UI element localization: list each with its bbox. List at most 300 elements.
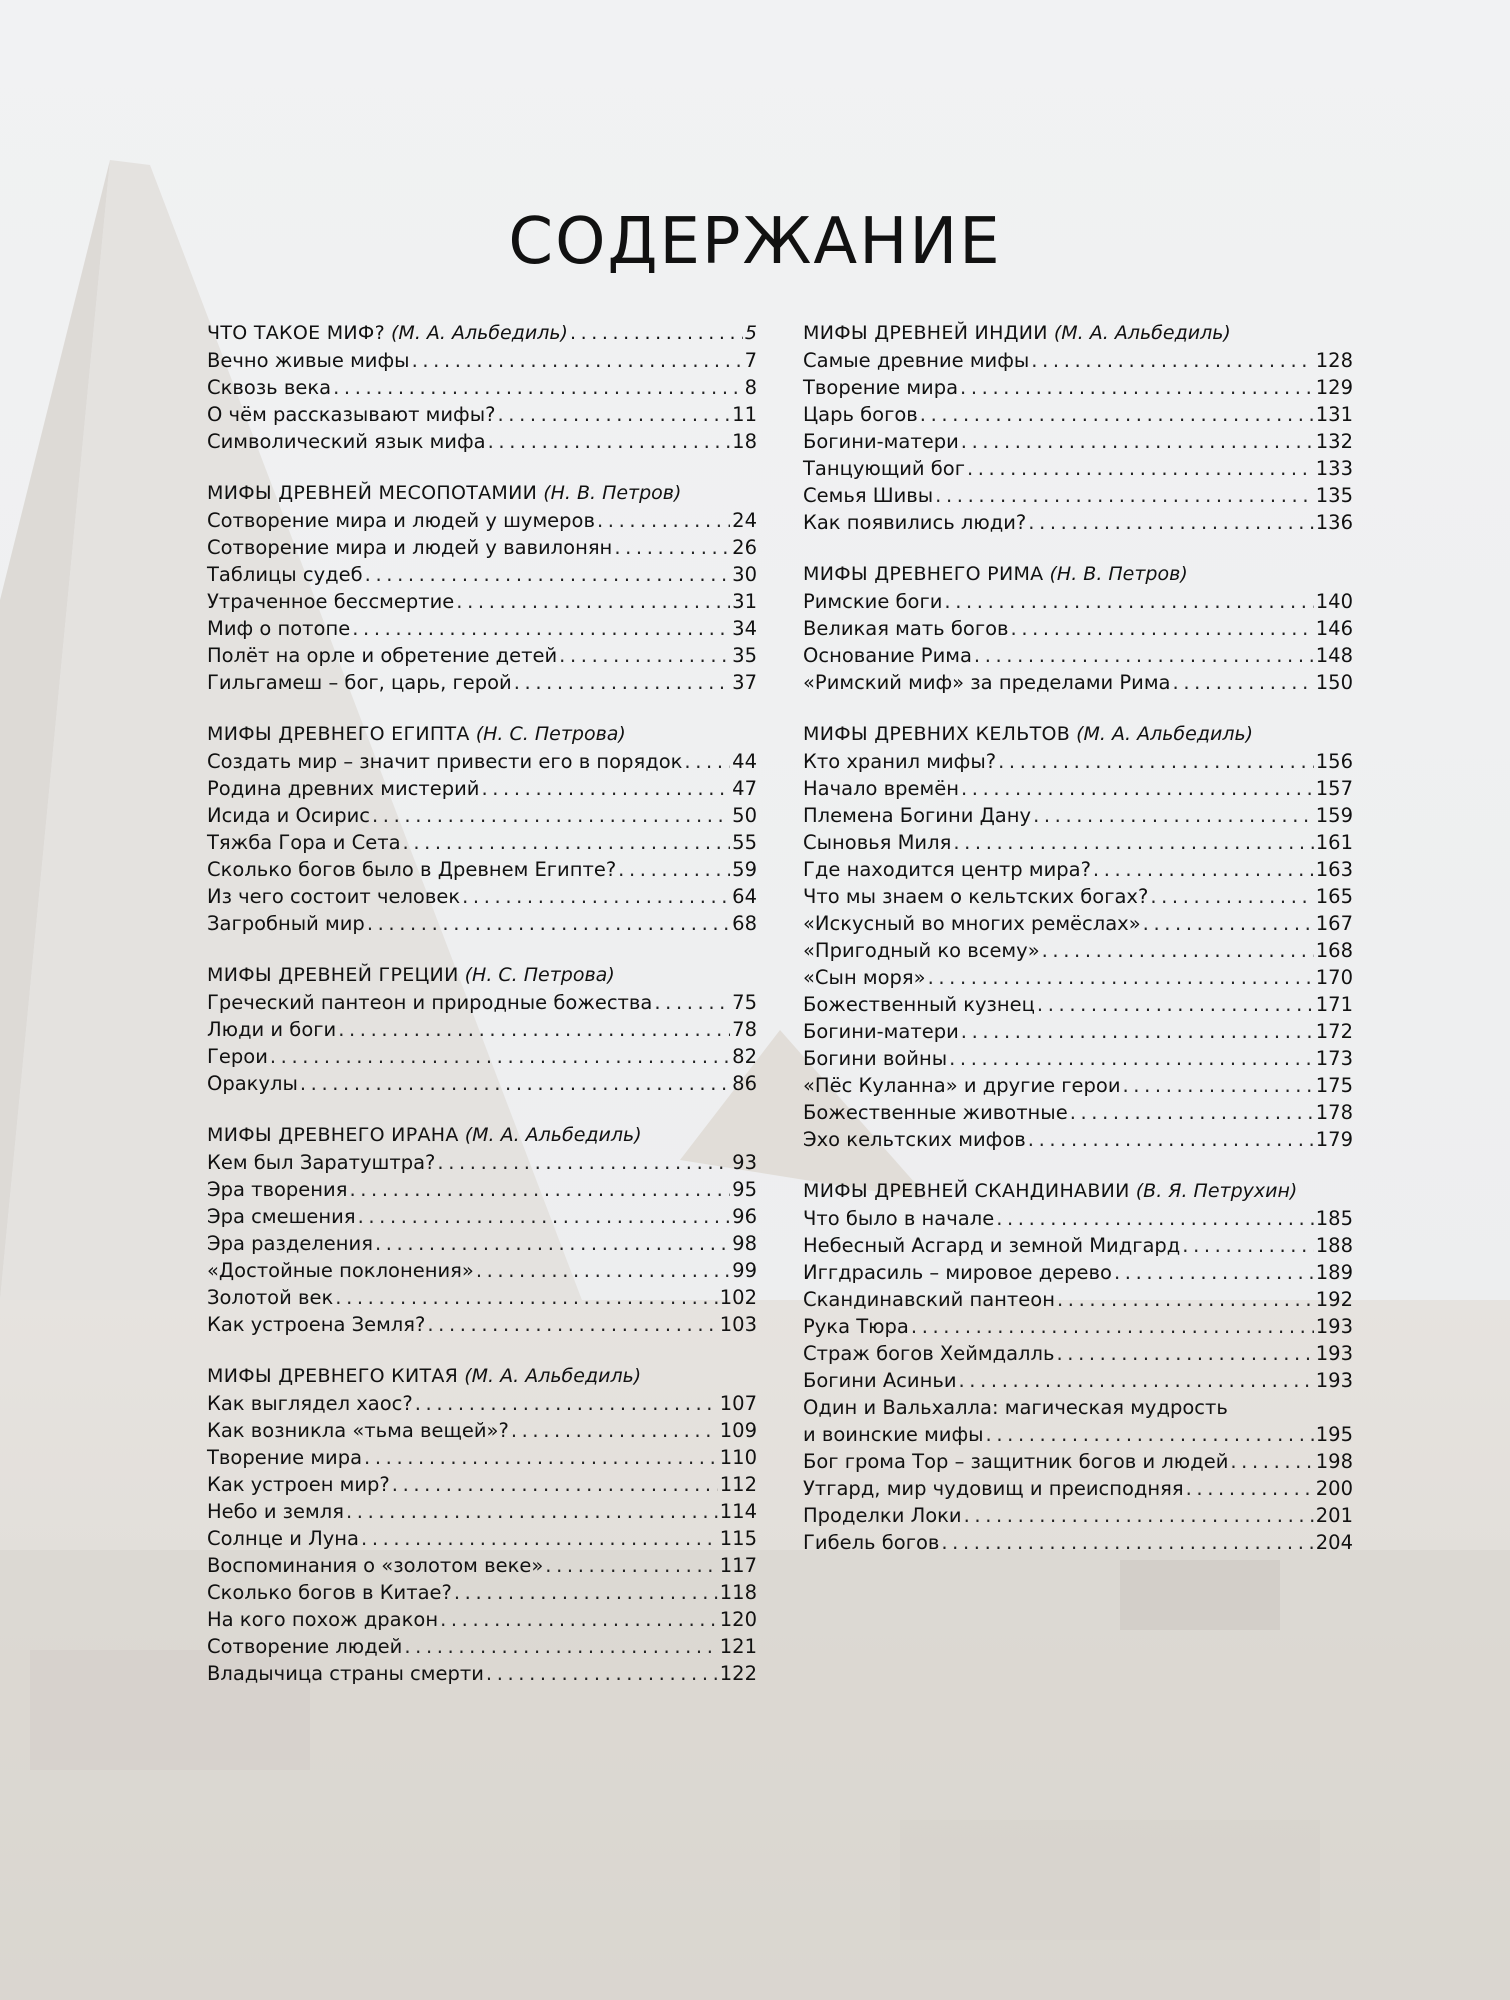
leader-dots <box>1033 802 1314 829</box>
page-number: 107 <box>719 1392 757 1415</box>
leader-dots <box>333 374 742 401</box>
leader-dots <box>559 642 730 669</box>
toc-entry[interactable] <box>207 748 757 775</box>
entry-title: Оракулы <box>207 1072 298 1095</box>
leader-dots <box>996 1205 1314 1232</box>
entry-title: Иггдрасиль – мировое дерево <box>803 1261 1112 1284</box>
page-number: 115 <box>719 1527 757 1550</box>
entry-title: «Римский миф» за пределами Рима <box>803 671 1171 694</box>
toc-entry[interactable] <box>803 374 1353 401</box>
leader-dots <box>1042 937 1314 964</box>
toc-entry[interactable] <box>803 1232 1353 1259</box>
page-number: 179 <box>1315 1128 1353 1151</box>
entry-title: Богини-матери <box>803 1020 959 1043</box>
leader-dots <box>1011 615 1314 642</box>
toc-entry[interactable] <box>207 1284 757 1311</box>
toc-entry[interactable] <box>207 1498 757 1525</box>
page-number: 168 <box>1315 939 1353 962</box>
toc-entry[interactable] <box>803 964 1353 991</box>
leader-dots <box>941 1529 1313 1556</box>
leader-dots <box>949 1045 1314 1072</box>
entry-title: Сотворение мира и людей у шумеров <box>207 509 595 532</box>
page-number: 93 <box>732 1151 757 1174</box>
section-author: (Н. С. Петрова) <box>475 723 626 745</box>
toc-entry[interactable] <box>803 588 1353 615</box>
toc-entry[interactable] <box>207 428 757 455</box>
page-number: 34 <box>732 617 757 640</box>
toc-entry[interactable] <box>207 1417 757 1444</box>
entry-title: Богини Асиньи <box>803 1369 957 1392</box>
section-title: МИФЫ ДРЕВНЕГО ИРАНА <box>207 1124 459 1146</box>
toc-entry[interactable] <box>207 507 757 534</box>
leader-dots <box>920 401 1314 428</box>
leader-dots <box>335 1284 718 1311</box>
leader-dots <box>614 534 730 561</box>
toc-entry[interactable] <box>207 1579 757 1606</box>
toc-entry[interactable] <box>207 1176 757 1203</box>
page-number: 185 <box>1315 1207 1353 1230</box>
entry-title: Гильгамеш – бог, царь, герой <box>207 671 512 694</box>
leader-dots <box>486 1660 718 1687</box>
leader-dots <box>1114 1259 1314 1286</box>
entry-title: Таблицы судеб <box>207 563 363 586</box>
toc-entry[interactable] <box>803 1529 1353 1556</box>
entry-title: Семья Шивы <box>803 484 934 507</box>
leader-dots <box>364 1444 718 1471</box>
leader-dots <box>1070 1099 1314 1126</box>
section-heading[interactable] <box>207 962 757 989</box>
toc-entry[interactable] <box>803 991 1353 1018</box>
page-number: 135 <box>1315 484 1353 507</box>
toc-section <box>207 480 757 696</box>
section-author: (М. А. Альбедиль) <box>464 1365 642 1387</box>
entry-title: «Пригодный ко всему» <box>803 939 1040 962</box>
leader-dots <box>403 829 731 856</box>
entry-title: Гибель богов <box>803 1531 940 1554</box>
toc-entry[interactable] <box>207 1606 757 1633</box>
page-number: 193 <box>1315 1369 1353 1392</box>
toc-entry[interactable] <box>207 1311 757 1338</box>
page-number: 30 <box>732 563 757 586</box>
entry-title: Символический язык мифа <box>207 430 486 453</box>
toc-section <box>207 962 757 1097</box>
section-title: МИФЫ ДРЕВНЕГО ЕГИПТА <box>207 723 470 745</box>
toc-entry[interactable] <box>803 509 1353 536</box>
toc-entry[interactable] <box>803 1045 1353 1072</box>
page-number: 26 <box>732 536 757 559</box>
toc-entry[interactable] <box>803 615 1353 642</box>
toc-entry[interactable] <box>803 347 1353 374</box>
leader-dots <box>964 1502 1314 1529</box>
section-title: МИФЫ ДРЕВНЕЙ ГРЕЦИИ <box>207 964 459 986</box>
page-number: 95 <box>732 1178 757 1201</box>
page-number: 204 <box>1315 1531 1353 1554</box>
toc-entry[interactable] <box>207 374 757 401</box>
entry-title: Племена Богини Дану <box>803 804 1032 827</box>
entry-title: Эра творения <box>207 1178 348 1201</box>
entry-title: Как выглядел хаос? <box>207 1392 413 1415</box>
entry-title: Что мы знаем о кельтских богах? <box>803 885 1149 908</box>
leader-dots <box>454 1579 718 1606</box>
page-number: 171 <box>1315 993 1353 1016</box>
leader-dots <box>1150 883 1313 910</box>
page-number: 86 <box>732 1072 757 1095</box>
page-number: 200 <box>1315 1477 1353 1500</box>
toc-entry[interactable] <box>803 856 1353 883</box>
toc-entry[interactable] <box>803 802 1353 829</box>
entry-title: Как устроена Земля? <box>207 1313 426 1336</box>
leader-dots <box>476 1257 730 1284</box>
page-number: 175 <box>1315 1074 1353 1097</box>
leader-dots <box>392 1471 718 1498</box>
toc-section <box>207 1363 757 1687</box>
toc-entry[interactable] <box>803 1313 1353 1340</box>
page-number: 35 <box>732 644 757 667</box>
section-heading[interactable] <box>803 561 1353 588</box>
entry-title: Люди и боги <box>207 1018 337 1041</box>
page-number: 132 <box>1315 430 1353 453</box>
page-number: 5 <box>744 322 757 344</box>
section-title: ЧТО ТАКОЕ МИФ? <box>207 322 385 344</box>
section-title: МИФЫ ДРЕВНЕЙ ИНДИИ <box>803 322 1048 344</box>
leader-dots <box>1186 1475 1314 1502</box>
toc-entry[interactable] <box>803 1099 1353 1126</box>
entry-title: Солнце и Луна <box>207 1527 360 1550</box>
page-number: 99 <box>732 1259 757 1282</box>
toc-entry[interactable] <box>803 428 1353 455</box>
page-number: 193 <box>1315 1315 1353 1338</box>
leader-dots <box>944 588 1313 615</box>
page-number: 118 <box>719 1581 757 1604</box>
page-number: 131 <box>1315 403 1353 426</box>
toc-entry[interactable] <box>803 1502 1353 1529</box>
leader-dots <box>961 775 1314 802</box>
leader-dots <box>1037 991 1314 1018</box>
entry-title: Исида и Осирис <box>207 804 370 827</box>
toc-entry-line1[interactable]: Один и Вальхалла: магическая мудрость <box>803 1396 1228 1419</box>
section-heading[interactable] <box>207 721 757 748</box>
toc-entry[interactable] <box>207 1525 757 1552</box>
page-number: 7 <box>744 349 757 372</box>
leader-dots <box>497 401 730 428</box>
toc-entry[interactable] <box>803 1018 1353 1045</box>
toc-entry[interactable] <box>207 1070 757 1097</box>
toc-entry[interactable] <box>207 1552 757 1579</box>
leader-dots <box>1028 509 1313 536</box>
toc-section <box>207 1122 757 1338</box>
leader-dots <box>1056 1340 1313 1367</box>
entry-title: Римские боги <box>803 590 943 613</box>
entry-title: Утраченное бессмертие <box>207 590 455 613</box>
page-number: 110 <box>719 1446 757 1469</box>
toc-entry[interactable] <box>803 1448 1353 1475</box>
toc-entry[interactable] <box>803 401 1353 428</box>
toc-entry[interactable] <box>207 1471 757 1498</box>
toc-entry[interactable] <box>803 1340 1353 1367</box>
page-number: 201 <box>1315 1504 1353 1527</box>
section-heading[interactable] <box>207 480 757 507</box>
page-number: 82 <box>732 1045 757 1068</box>
page-number: 189 <box>1315 1261 1353 1284</box>
toc-entry[interactable] <box>803 1205 1353 1232</box>
leader-dots <box>358 1203 731 1230</box>
section-heading[interactable] <box>207 1363 757 1390</box>
entry-title: Родина древних мистерий <box>207 777 480 800</box>
leader-dots <box>456 588 730 615</box>
toc-entry[interactable] <box>207 401 757 428</box>
toc-entry[interactable] <box>207 856 757 883</box>
toc-entry[interactable] <box>803 748 1353 775</box>
page-number: 109 <box>719 1419 757 1442</box>
leader-dots <box>375 1230 730 1257</box>
leader-dots <box>961 428 1314 455</box>
toc-entry[interactable] <box>207 829 757 856</box>
leader-dots <box>415 1390 718 1417</box>
toc-section <box>803 1178 1353 1556</box>
toc-entry[interactable] <box>207 802 757 829</box>
leader-dots <box>974 642 1314 669</box>
section-author: (В. Я. Петрухин) <box>1135 1180 1298 1202</box>
leader-dots <box>346 1498 718 1525</box>
entry-title: Золотой век <box>207 1286 334 1309</box>
entry-title: Полёт на орле и обретение детей <box>207 644 558 667</box>
leader-dots <box>1123 1072 1314 1099</box>
page-number: 136 <box>1315 511 1353 534</box>
page-number: 121 <box>719 1635 757 1658</box>
leader-dots <box>654 989 730 1016</box>
toc-entry[interactable] <box>207 534 757 561</box>
toc-entry[interactable] <box>803 642 1353 669</box>
section-title: МИФЫ ДРЕВНЕГО РИМА <box>803 563 1044 585</box>
page-number: 140 <box>1315 590 1353 613</box>
leader-dots <box>570 320 743 347</box>
entry-title: Владычица страны смерти <box>207 1662 484 1685</box>
toc-entry[interactable] <box>803 1072 1353 1099</box>
toc-entry[interactable] <box>207 1230 757 1257</box>
toc-entry[interactable] <box>207 561 757 588</box>
leader-dots <box>488 428 731 455</box>
entry-title: Вечно живые мифы <box>207 349 410 372</box>
toc-entry[interactable] <box>803 1126 1353 1153</box>
toc-entry[interactable] <box>803 1421 1353 1448</box>
toc-entry[interactable] <box>207 642 757 669</box>
entry-title: «Пёс Куланна» и другие герои <box>803 1074 1121 1097</box>
page-title: СОДЕРЖАНИЕ <box>508 205 1002 279</box>
toc-entry[interactable] <box>803 482 1353 509</box>
toc-entry[interactable] <box>207 1203 757 1230</box>
toc-entry[interactable] <box>207 669 757 696</box>
entry-title: и воинские мифы <box>803 1423 984 1446</box>
page-number: 75 <box>732 991 757 1014</box>
leader-dots <box>618 856 730 883</box>
page-number: 192 <box>1315 1288 1353 1311</box>
entry-title: Сотворение людей <box>207 1635 403 1658</box>
page-number: 193 <box>1315 1342 1353 1365</box>
toc-entry[interactable] <box>207 1633 757 1660</box>
entry-title: Творение мира <box>803 376 959 399</box>
leader-dots <box>511 1417 718 1444</box>
page-number: 159 <box>1315 804 1353 827</box>
toc-entry[interactable] <box>207 1149 757 1176</box>
leader-dots <box>481 775 730 802</box>
leader-dots <box>440 1606 718 1633</box>
entry-title: Как устроен мир? <box>207 1473 390 1496</box>
page-number: 24 <box>732 509 757 532</box>
section-author: (Н. В. Петров) <box>1049 563 1188 585</box>
leader-dots <box>514 669 730 696</box>
toc-entry[interactable] <box>207 989 757 1016</box>
leader-dots <box>412 347 743 374</box>
section-heading[interactable] <box>803 721 1353 748</box>
toc-entry[interactable] <box>803 775 1353 802</box>
page-number: 112 <box>719 1473 757 1496</box>
entry-title: Страж богов Хеймдалль <box>803 1342 1055 1365</box>
entry-title: Небо и земля <box>207 1500 344 1523</box>
toc-entry[interactable] <box>803 883 1353 910</box>
toc-entry[interactable] <box>207 588 757 615</box>
toc-entry[interactable] <box>207 910 757 937</box>
leader-dots <box>1143 910 1314 937</box>
toc-entry[interactable] <box>803 1475 1353 1502</box>
toc-entry[interactable] <box>803 669 1353 696</box>
toc-section <box>803 561 1353 696</box>
entry-title: Божественные животные <box>803 1101 1068 1124</box>
entry-title: Сыновья Миля <box>803 831 952 854</box>
toc-entry[interactable] <box>207 883 757 910</box>
entry-title: Бог грома Тор – защитник богов и людей <box>803 1450 1229 1473</box>
leader-dots <box>349 1176 730 1203</box>
toc-entry[interactable] <box>803 1367 1353 1394</box>
entry-title: Загробный мир <box>207 912 365 935</box>
entry-title: Воспоминания о «золотом веке» <box>207 1554 544 1577</box>
toc-entry[interactable] <box>207 775 757 802</box>
page-number: 129 <box>1315 376 1353 399</box>
page-number: 198 <box>1315 1450 1353 1473</box>
page-number: 50 <box>732 804 757 827</box>
leader-dots <box>427 1311 717 1338</box>
leader-dots <box>960 374 1314 401</box>
page-number: 163 <box>1315 858 1353 881</box>
page-number: 59 <box>732 858 757 881</box>
leader-dots <box>959 1367 1314 1394</box>
page-number: 195 <box>1315 1423 1353 1446</box>
leader-dots <box>1031 347 1313 374</box>
entry-title: Тяжба Гора и Сета <box>207 831 401 854</box>
entry-title: Божественный кузнец <box>803 993 1035 1016</box>
section-author: (М. А. Альбедиль) <box>391 322 568 344</box>
leader-dots <box>367 910 730 937</box>
entry-title: Начало времён <box>803 777 959 800</box>
page-number: 96 <box>732 1205 757 1228</box>
toc-section <box>207 721 757 937</box>
toc-entry[interactable] <box>207 1257 757 1284</box>
toc-entry[interactable] <box>207 1660 757 1687</box>
leader-dots <box>545 1552 717 1579</box>
section-heading[interactable] <box>207 1122 757 1149</box>
page-number: 44 <box>732 750 757 773</box>
page-number: 8 <box>744 376 757 399</box>
entry-title: Где находится центр мира? <box>803 858 1091 881</box>
page-number: 122 <box>719 1662 757 1685</box>
toc-entry[interactable] <box>207 615 757 642</box>
page-number: 102 <box>719 1286 757 1309</box>
entry-title: Эра смешения <box>207 1205 356 1228</box>
entry-title: Миф о потопе <box>207 617 351 640</box>
entry-title: Рука Тюра <box>803 1315 909 1338</box>
section-heading[interactable] <box>207 320 757 347</box>
page-number: 165 <box>1315 885 1353 908</box>
page-number: 128 <box>1315 349 1353 372</box>
toc-entry[interactable] <box>803 910 1353 937</box>
entry-title: Танцующий бог <box>803 457 965 480</box>
entry-title: Сколько богов в Китае? <box>207 1581 452 1604</box>
page-number: 11 <box>732 403 757 426</box>
leader-dots <box>911 1313 1314 1340</box>
page-number: 103 <box>719 1313 757 1336</box>
toc-entry[interactable] <box>803 937 1353 964</box>
leader-dots <box>961 1018 1314 1045</box>
page-number: 98 <box>732 1232 757 1255</box>
entry-title: Богини войны <box>803 1047 948 1070</box>
toc-entry[interactable] <box>803 1286 1353 1313</box>
entry-title: Кем был Заратуштра? <box>207 1151 436 1174</box>
page-number: 18 <box>732 430 757 453</box>
page-number: 68 <box>732 912 757 935</box>
page-number: 31 <box>732 590 757 613</box>
leader-dots <box>462 883 730 910</box>
leader-dots <box>437 1149 730 1176</box>
leader-dots <box>270 1043 730 1070</box>
entry-title: Богини-матери <box>803 430 959 453</box>
toc-section <box>803 721 1353 1153</box>
leader-dots <box>1182 1232 1313 1259</box>
entry-title: Великая мать богов <box>803 617 1009 640</box>
leader-dots <box>953 829 1313 856</box>
toc-entry[interactable] <box>207 1016 757 1043</box>
page-number: 156 <box>1315 750 1353 773</box>
leader-dots <box>967 455 1314 482</box>
entry-title: «Сын моря» <box>803 966 926 989</box>
toc-entry[interactable] <box>207 1390 757 1417</box>
entry-title: Основание Рима <box>803 644 972 667</box>
leader-dots <box>1028 1126 1314 1153</box>
section-author: (Н. В. Петров) <box>543 482 682 504</box>
page-number: 114 <box>719 1500 757 1523</box>
toc-entry[interactable] <box>207 1043 757 1070</box>
page-number: 120 <box>719 1608 757 1631</box>
leader-dots <box>986 1421 1314 1448</box>
section-heading[interactable] <box>803 1178 1353 1205</box>
entry-title: Эхо кельтских мифов <box>803 1128 1026 1151</box>
section-author: (Н. С. Петрова) <box>464 964 615 986</box>
page-number: 55 <box>732 831 757 854</box>
toc-entry[interactable] <box>803 455 1353 482</box>
entry-title: «Искусный во многих ремёслах» <box>803 912 1141 935</box>
section-heading[interactable] <box>803 320 1353 347</box>
toc-right-column <box>803 320 1353 1581</box>
leader-dots <box>1230 1448 1313 1475</box>
page-number: 161 <box>1315 831 1353 854</box>
leader-dots <box>684 748 730 775</box>
toc-entry[interactable] <box>207 347 757 374</box>
toc-entry[interactable] <box>803 1259 1353 1286</box>
leader-dots <box>338 1016 730 1043</box>
entry-title: Проделки Локи <box>803 1504 962 1527</box>
entry-title: Герои <box>207 1045 268 1068</box>
toc-entry[interactable] <box>207 1444 757 1471</box>
toc-entry[interactable] <box>803 829 1353 856</box>
entry-title: Как появились люди? <box>803 511 1027 534</box>
